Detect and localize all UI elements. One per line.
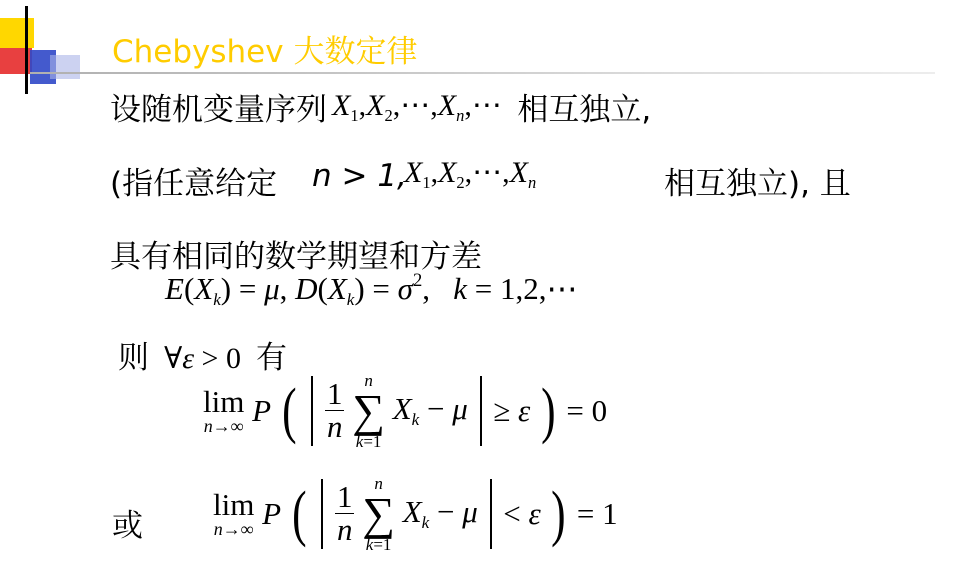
- slide-title: Chebyshev 大数定律: [112, 34, 418, 70]
- decor-squares-icon: [0, 0, 80, 95]
- limit-formula-2: lim n→∞ P ( $\frac{1}{n}$ n ∑ k=1 $X_k - \mu < \varepsilon$ ) = 1: [213, 474, 618, 554]
- line3-text: 具有相同的数学期望和方差: [110, 239, 482, 275]
- line-1: [110, 84, 651, 130]
- line2-prefix: (指任意给定: [110, 166, 278, 202]
- decor-blue-fade: [50, 55, 80, 79]
- line2-suffix: 相互独立), 且: [664, 166, 851, 202]
- epsilon-condition: ∀ε > 0: [164, 342, 241, 375]
- sequence-finite-formula: $X_1,X_2,\cdots,X_n$: [404, 156, 537, 192]
- line1-suffix: 相互独立,: [517, 92, 652, 128]
- line2-condition: n > 1,: [312, 158, 407, 194]
- lim-operator: lim n→∞: [203, 384, 245, 437]
- limit-formula-1: lim n→∞ P ( $\frac{1}{n}$ n ∑ k=1 $X_k - \mu \ge \varepsilon$ ) = 0: [203, 371, 608, 451]
- corner-decoration: [0, 0, 80, 95]
- lim-operator: lim n→∞: [213, 487, 255, 540]
- line1-prefix: 设随机变量序列: [110, 92, 327, 128]
- title-underline: [30, 72, 935, 74]
- line-5: [118, 332, 287, 377]
- line5-prefix: 则: [118, 340, 149, 376]
- sequence-formula: $X_1,X_2,\cdots,X_n,\cdots$: [332, 88, 510, 125]
- line5-suffix: 有: [256, 340, 288, 376]
- line7-prefix: 或: [112, 508, 143, 544]
- decor-yellow-square: [0, 18, 34, 48]
- decor-vertical-line: [25, 6, 28, 94]
- moments-formula: $E(X_k) = \mu$, $D(X_k) = \sigma^2$, k = 1,2,⋯: [165, 270, 578, 309]
